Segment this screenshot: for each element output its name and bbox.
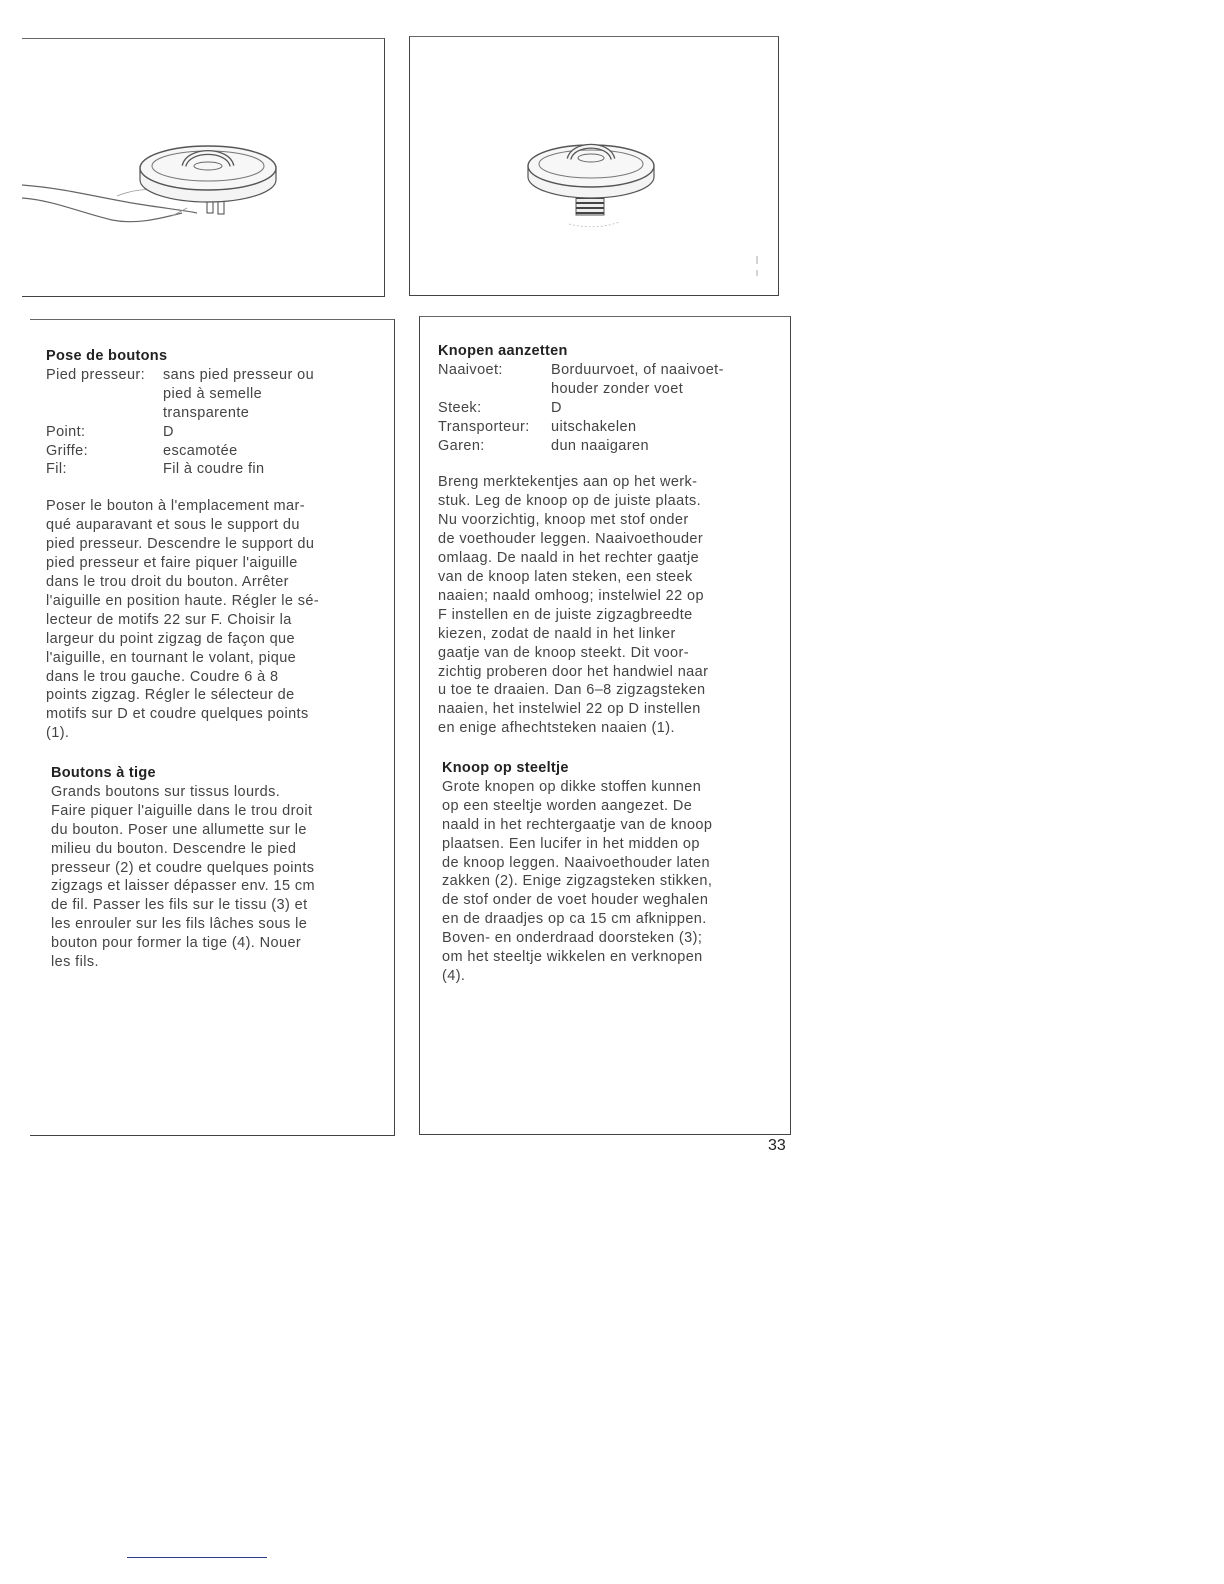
spec-row xyxy=(438,437,778,456)
text-line: u toe te draaien. Dan 6–8 zigzagsteken xyxy=(438,682,706,699)
text-line: Grote knopen op dikke stoffen kunnen xyxy=(442,778,702,795)
text-line: dans le trou droit du bouton. Arrêter xyxy=(46,573,289,590)
spec-label: Fil: xyxy=(46,461,67,478)
spec-table xyxy=(438,361,778,456)
text-line: naaien, het instelwiel 22 op D instellen xyxy=(438,701,701,718)
text-line: gaatje van de knoop steekt. Dit voor- xyxy=(438,644,689,661)
button-on-shank-illustration xyxy=(409,36,777,294)
text-line: de fil. Passer les fils sur le tissu (3) et xyxy=(51,897,308,914)
text-line: Poser le bouton à l'emplacement mar- xyxy=(46,498,305,515)
subsection-heading: Boutons à tige xyxy=(51,765,156,781)
text-line: qué auparavant et sous le support du xyxy=(46,517,300,534)
spec-label: Point: xyxy=(46,423,86,440)
dutch-instructions xyxy=(438,342,778,738)
text-line: l'aiguille, en tournant le volant, pique xyxy=(46,649,297,666)
text-line: l'aiguille en position haute. Régler le sé- xyxy=(46,592,320,609)
spec-value: D xyxy=(551,399,562,416)
spec-label: Griffe: xyxy=(46,442,89,459)
spec-value: D xyxy=(163,423,174,440)
spec-value: Borduurvoet, of naaivoet- xyxy=(551,361,724,378)
text-line: zigzags et laisser dépasser env. 15 cm xyxy=(51,878,315,895)
text-line: milieu du bouton. Descendre le pied xyxy=(51,840,297,857)
text-line: du bouton. Poser une allumette sur le xyxy=(51,821,307,838)
subsection-heading: Knoop op steeltje xyxy=(442,760,569,776)
text-line: omlaag. De naald in het rechter gaatje xyxy=(438,550,700,567)
text-line: op een steeltje worden aangezet. De xyxy=(442,797,693,814)
text-line: bouton pour former la tige (4). Nouer xyxy=(51,935,302,952)
section-heading: Pose de boutons xyxy=(46,348,168,364)
spec-value: pied à semelle xyxy=(163,385,263,402)
spec-value: uitschakelen xyxy=(551,418,637,435)
spec-row xyxy=(46,366,381,385)
spec-row xyxy=(438,399,778,418)
footer-rule xyxy=(127,1557,267,1558)
text-line: Nu voorzichtig, knoop met stof onder xyxy=(438,512,689,529)
text-line: (1). xyxy=(46,725,70,742)
spec-value: dun naaigaren xyxy=(551,437,649,454)
text-line: presseur (2) et coudre quelques points xyxy=(51,859,315,876)
text-line: Grands boutons sur tissus lourds. xyxy=(51,783,281,800)
text-line: F instellen en de juiste zigzagbreedte xyxy=(438,606,693,623)
text-line: Faire piquer l'aiguille dans le trou droit xyxy=(51,802,313,819)
text-line: en enige afhechtsteken naaien (1). xyxy=(438,720,675,737)
spec-row xyxy=(438,418,778,437)
spec-row xyxy=(46,442,381,461)
spec-value: transparente xyxy=(163,404,250,421)
text-line: plaatsen. Een lucifer in het midden op xyxy=(442,835,700,852)
text-line: stuk. Leg de knoop op de juiste plaats. xyxy=(438,493,702,510)
spec-value: Fil à coudre fin xyxy=(163,461,265,478)
spec-row xyxy=(438,380,778,399)
paragraph xyxy=(46,497,381,743)
paragraph xyxy=(51,783,386,972)
text-line: de voethouder leggen. Naaivoethouder xyxy=(438,531,704,548)
text-line: les enrouler sur les fils lâches sous le xyxy=(51,916,308,933)
dutch-shank-instructions xyxy=(442,759,782,986)
spec-row xyxy=(46,460,381,479)
french-shank-instructions xyxy=(51,764,386,972)
text-line: Breng merktekentjes aan op het werk- xyxy=(438,474,698,491)
text-line: zakken (2). Enige zigzagsteken stikken, xyxy=(442,873,713,890)
text-line: lecteur de motifs 22 sur F. Choisir la xyxy=(46,611,292,628)
section-heading: Knopen aanzetten xyxy=(438,343,568,359)
spec-label xyxy=(46,385,163,404)
text-line: naald in het rechtergaatje van de knoop xyxy=(442,816,713,833)
spec-label xyxy=(438,380,551,399)
spec-label: Transporteur: xyxy=(438,418,530,435)
spec-label: Garen: xyxy=(438,437,485,454)
spec-row xyxy=(46,423,381,442)
text-line: kiezen, zodat de naald in het linker xyxy=(438,625,676,642)
spec-row xyxy=(438,361,778,380)
text-line: Boven- en onderdraad doorsteken (3); xyxy=(442,930,703,947)
french-instructions xyxy=(46,347,381,743)
spec-label xyxy=(46,404,163,423)
text-line: zichtig proberen door het handwiel naar xyxy=(438,663,709,680)
text-line: dans le trou gauche. Coudre 6 à 8 xyxy=(46,668,279,685)
text-line: largeur du point zigzag de façon que xyxy=(46,630,295,647)
text-line: van de knoop laten steken, een steek xyxy=(438,568,693,585)
spec-row xyxy=(46,404,381,423)
text-line: naaien; naald omhoog; instelwiel 22 op xyxy=(438,587,704,604)
page-number: 33 xyxy=(768,1137,786,1154)
text-line: en de draadjes op ca 15 cm afknippen. xyxy=(442,911,707,928)
spec-row xyxy=(46,385,381,404)
spec-value: escamotée xyxy=(163,442,238,459)
text-line: (4). xyxy=(442,967,466,984)
text-line: de stof onder de voet houder weghalen xyxy=(442,892,709,909)
spec-value: houder zonder voet xyxy=(551,380,684,397)
text-line: points zigzag. Régler le sélecteur de xyxy=(46,687,295,704)
button-with-match-illustration xyxy=(22,38,384,295)
spec-value: sans pied presseur ou xyxy=(163,366,315,383)
spec-table xyxy=(46,366,381,479)
paragraph xyxy=(438,473,778,738)
text-line: om het steeltje wikkelen en verknopen xyxy=(442,949,703,966)
text-line: les fils. xyxy=(51,954,99,971)
text-line: pied presseur et faire piquer l'aiguille xyxy=(46,555,298,572)
paragraph xyxy=(442,778,782,986)
spec-label: Steek: xyxy=(438,399,482,416)
text-line: pied presseur. Descendre le support du xyxy=(46,536,315,553)
text-line: motifs sur D et coudre quelques points xyxy=(46,706,309,723)
spec-label: Pied presseur: xyxy=(46,366,146,383)
text-line: de knoop leggen. Naaivoethouder laten xyxy=(442,854,710,871)
spec-label: Naaivoet: xyxy=(438,361,503,378)
